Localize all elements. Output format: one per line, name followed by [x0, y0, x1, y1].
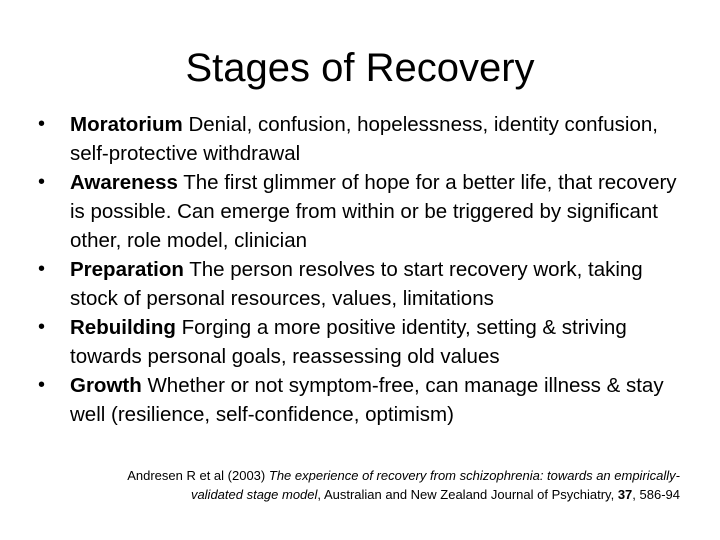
citation-authors: Andresen R et al (2003) [127, 468, 266, 483]
citation-volume: 37 [617, 487, 633, 502]
citation-pages: 586-94 [639, 487, 680, 502]
list-item [38, 371, 688, 429]
stage-term: Growth [70, 374, 142, 397]
citation-separator: , [317, 487, 324, 502]
stage-term: Moratorium [70, 113, 183, 136]
bullet-icon: • [38, 171, 46, 193]
stage-description: Forging a more positive identity, setting & striving towards personal goals, reassessing old values [70, 316, 627, 368]
list-item [38, 313, 688, 371]
citation-article-title: The experience of recovery from schizophrenia: towards an empirically-validated stage model [190, 468, 680, 502]
bullet-icon: • [38, 113, 46, 135]
stage-term: Awareness [70, 171, 178, 194]
list-item [38, 110, 688, 168]
stage-description: Denial, confusion, hopelessness, identity confusion, self-protective withdrawal [70, 113, 658, 165]
citation [100, 466, 680, 504]
bullet-icon: • [38, 374, 46, 396]
list-item [38, 255, 688, 313]
citation-journal: Australian and New Zealand Journal of Psychiatry [323, 487, 611, 502]
stage-term: Rebuilding [70, 316, 176, 339]
stage-description: The person resolves to start recovery work, taking stock of personal resources, values, limitations [70, 258, 643, 310]
stages-list [38, 110, 688, 429]
bullet-icon: • [38, 316, 46, 338]
bullet-icon: • [38, 258, 46, 280]
citation-separator: , [632, 487, 640, 502]
list-item [38, 168, 688, 255]
stage-term: Preparation [70, 258, 184, 281]
slide-title: Stages of Recovery [185, 46, 535, 90]
citation-separator: , [610, 487, 618, 502]
stage-description: The first glimmer of hope for a better life, that recovery is possible. Can emerge from within or be triggered by significant other, role model, clinician [70, 171, 677, 252]
stage-description: Whether or not symptom-free, can manage illness & stay well (resilience, self-confidence, optimism) [70, 374, 664, 426]
